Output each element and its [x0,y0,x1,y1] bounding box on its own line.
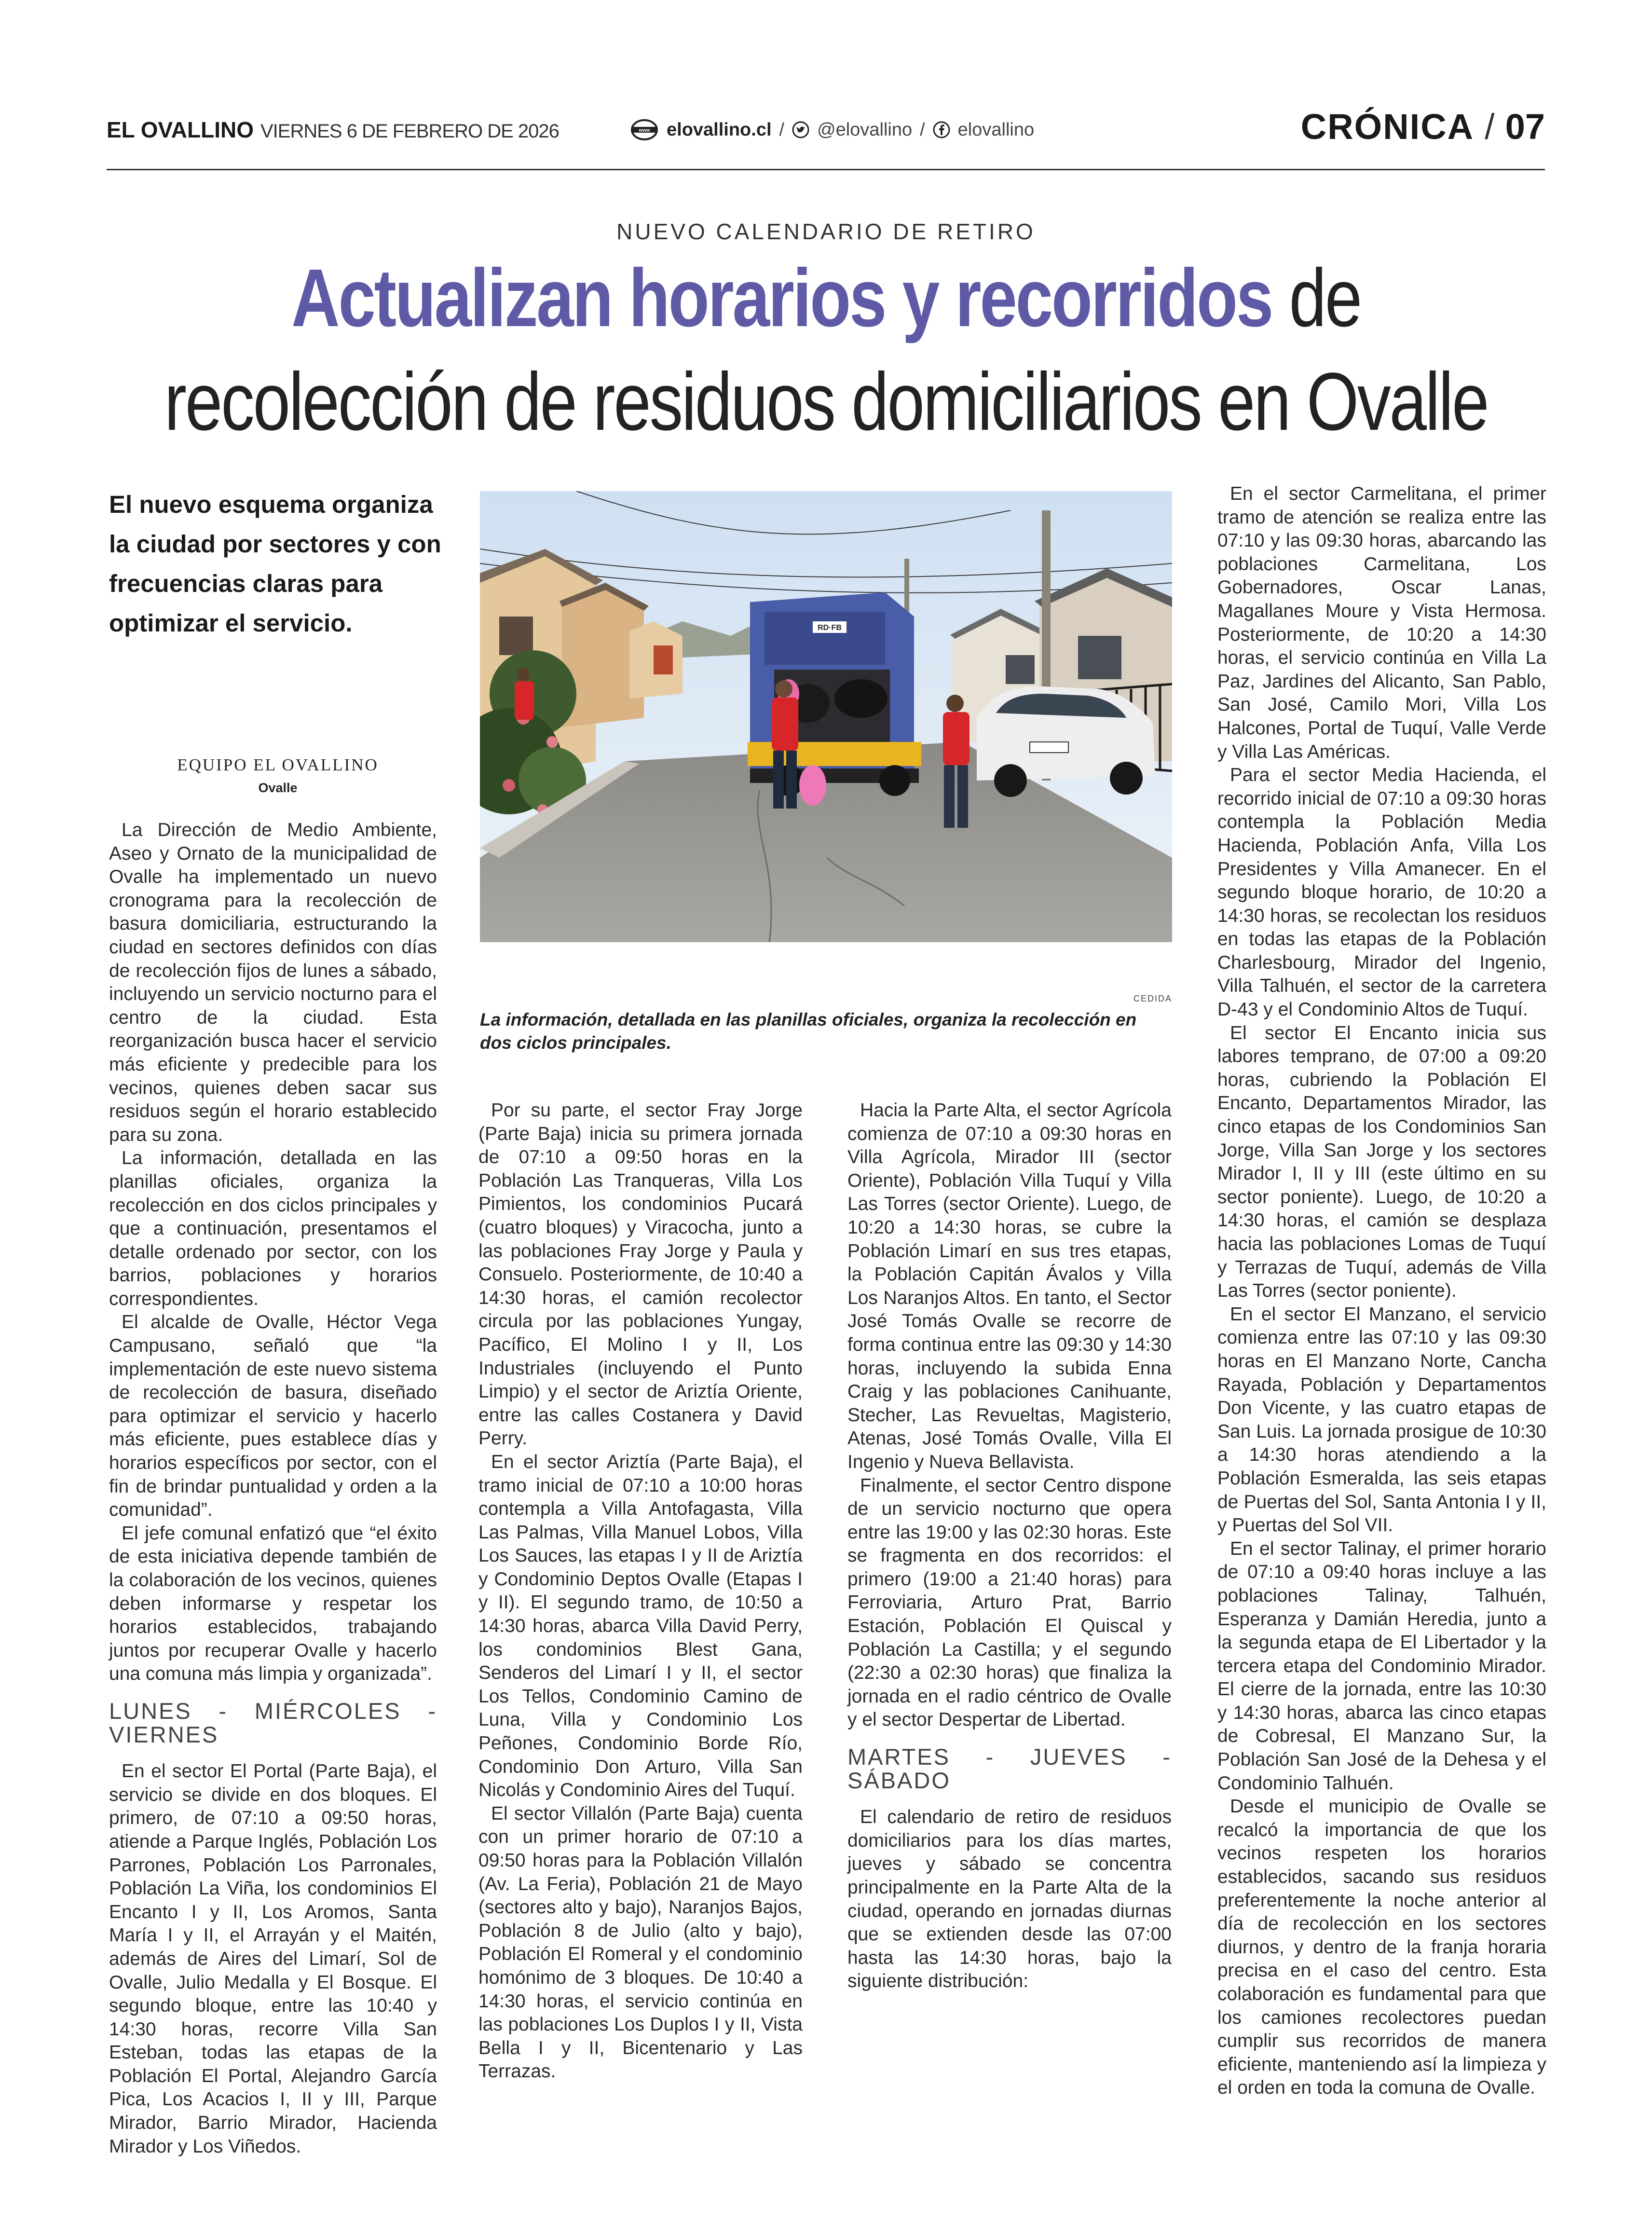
headline-highlight: Actualizan horarios y recorridos [291,252,1272,344]
subhead-tue-thu-sat: MARTES - JUEVES - SÁBADO [847,1744,1172,1793]
paragraph: Desde el municipio de Ovalle se recalcó la importancia de que los vecinos respeten los horarios establecidos, sacando sus residuos preferentemente la noche anterior al día de recolección en los sectores diurnos, y dentro de la franja horaria precisa en el caso del centro. Esta colaboración es fundamental para que los camiones recolectores puedan cumplir sus recorridos de manera eficiente, manteniendo así la limpieza y el orden en toda la comuna de Ovalle. [1217,1796,1546,2099]
paragraph: En el sector Ariztía (Parte Baja), el tramo inicial de 07:10 a 10:00 horas contempla a Villa Antofagasta, Villa Las Palmas, Villa Manuel Lobos, Villa Los Sauces, las etapas I y II de Ariztía y Condominio Deptos Ovalle (Etapas I y II). El segundo tramo, de 10:50 a 14:30 horas, abarca Villa David Perry, los condominios Blest Gana, Senderos del Limarí I y II, el sector Los Tellos, Condominio Camino de Luna, Villa y Condominio Los Peñones, Condominio Borde Río, Condominio Don Arturo, Villa San Nicolás y Condominio Aires del Tuquí. [478,1451,803,1801]
twitter-handle[interactable]: @elovallino [817,119,913,140]
separator: / [920,119,925,140]
paragraph: El sector Villalón (Parte Baja) cuenta con un primer horario de 07:10 a 09:50 horas para la Población Villalón (Av. La Feria), Población 21 de Mayo (sectores alto y bajo), Naranjos Bajos, Población 8 de Julio (alto y bajo), Población El Romeral y el condominio homónimo de 3 bloques. De 10:40 a 14:30 horas, el servicio continúa en las poblaciones Los Duplos I y II, Vista Bella I y II, Bicentenario y Las Terrazas. [478,1803,803,2082]
paragraph: La información, detallada en las planillas oficiales, organiza la recolección en dos ciclos principales y que a continuación, presentamos el detalle ordenado por sector, con los barrios, poblaciones y horarios correspondientes. [109,1148,437,1309]
headline-line-1 [149,251,1503,345]
page-number: 07 [1505,107,1545,147]
paragraph: Por su parte, el sector Fray Jorge (Parte Baja) inicia su primera jornada de 07:10 a 09:50 horas en la Población Las Tranqueras, Villa Los Pimientos, los condominios Pucará (cuatro bloques) y Viracocha, junto a las poblaciones Fray Jorge y Paula y Consuelo. Posteriormente, de 10:40 a 14:30 horas, el camión recolector circula por las poblaciones Yungay, Pacífico, El Molino I y II, Los Industriales (incluyendo el Punto Limpio) y el sector de Ariztía Oriente, entre las calles Costanera y David Perry. [478,1100,803,1449]
issue-date: VIERNES 6 DE FEBRERO DE 2026 [260,121,559,142]
subhead-weekdays: LUNES - MIÉRCOLES - VIERNES [109,1698,437,1747]
lead-paragraph: El nuevo esquema organiza la ciudad por sectores y con frecuencias claras para optimizar el servicio. [109,491,441,637]
facebook-icon [933,121,950,138]
photo-credit: CEDIDA [1133,994,1172,1003]
article-column-2 [478,1099,803,2084]
separator: / [779,119,785,140]
separator: / [1485,107,1495,147]
paragraph: El jefe comunal enfatizó que “el éxito de esta iniciativa depende también de la colaboración de los vecinos, quienes deben informarse y respetar los horarios establecidos, trabajando juntos por recuperar Ovalle y hacerlo una comuna más limpia y organizada”. [109,1522,437,1685]
masthead [107,117,559,143]
section-name: CRÓNICA [1300,107,1475,147]
paragraph: En el sector El Portal (Parte Baja), el servicio se divide en dos bloques. El primero, de 07:10 a 09:50 horas, atiende a Parque Inglés, Población Los Parrones, Población Los Parronales, Población La Viña, los condominios El Encanto I y II, Los Aromos, Santa María I y II, el Arrayán y el Maitén, además de Aires del Limarí, Sol de Ovalle, Julio Medalla y El Bosque. El segundo bloque, entre las 10:40 y 14:30 horas, recorre Villa San Esteban, todas las etapas de la Población El Portal, Alejandro García Pica, Los Acacios I, II y III, Parque Mirador, Barrio Mirador, Hacienda Mirador y Los Viñedos. [109,1761,437,2157]
byline [109,755,447,796]
paragraph: En el sector Talinay, el primer horario de 07:10 a 09:40 horas incluye a las poblaciones Talinay, Talhuén, Esperanza y Damián Heredia, junto a la segunda etapa de El Libertador y la tercera etapa del Condominio Mirador. El cierre de la jornada, entre las 10:30 y 14:30 horas, abarca las cinco etapas de Cobresal, El Manzano Sur, la Población San José de la Dehesa y el Condominio Talhuén. [1217,1538,1546,1794]
newspaper-name: EL OVALLINO [107,117,254,142]
www-icon [630,119,659,141]
article-column-3 [847,1099,1172,1993]
header-rule [107,169,1545,170]
paragraph: El alcalde de Ovalle, Héctor Vega Campusano, señaló que “la implementación de este nuevo sistema de recolección de basura, diseñado para optimizar el servicio y hacerlo más eficiente, pues establece días y horarios específicos por sector, con el fin de brindar puntualidad y orden a la comunidad”. [109,1312,437,1521]
website-link[interactable]: elovallino.cl [667,119,772,140]
article-photo [480,491,1172,942]
headline-line-2: recolección de residuos domiciliarios en Ovalle [164,356,1488,448]
kicker: NUEVO CALENDARIO DE RETIRO [616,219,1036,244]
headline-rest: de [1289,252,1361,344]
page-header [107,107,1545,168]
social-links [630,119,1034,141]
twitter-icon [792,121,809,138]
paragraph: Para el sector Media Hacienda, el recorrido inicial de 07:10 a 09:30 horas contempla la Población Media Hacienda, Población Anfa, Villa Los Presidentes y Villa Amanecer. En el segundo bloque horario, de 10:20 a 14:30 horas, se recolectan los residuos en todas las etapas de la Población Charlesbourg, Mirador del Ingenio, Villa Talhuén, el sector de la carretera D-43 y el Condominio Altos de Tuquí. [1217,765,1546,1020]
section-label [1301,106,1545,147]
paragraph: En el sector Carmelitana, el primer tramo de atención se realiza entre las 07:10 y las 09:30 horas, abarcando las poblaciones Carmelitana, Los Gobernadores, Oscar Lanas, Magallanes Moure y Vista Hermosa. Posteriormente, de 10:20 a 14:30 horas, el servicio continúa en Villa La Paz, Jardines del Alicanto, San Pablo, San José, Camilo Mori, Villa Los Halcones, Portal de Tuquí, Valle Verde y Villa Las Américas. [1217,483,1546,762]
paragraph: Hacia la Parte Alta, el sector Agrícola comienza de 07:10 a 09:30 horas en Villa Agrícola, Mirador III (sector Oriente), Población Villa Tuquí y Villa Las Torres (sector Oriente). Luego, de 10:20 a 14:30 horas, se cubre la Población Limarí en sus tres etapas, la Población Capitán Ávalos y Villa Los Naranjos Altos. En tanto, el Sector José Tomás Ovalle se recorre de forma continua entre las 09:30 y 14:30 horas, incluyendo la subida Enna Craig y las poblaciones Canihuante, Stecher, Las Revueltas, Magisterio, Atenas, José Tomás Ovalle, Villa El Ingenio y Nueva Bellavista. [847,1100,1172,1472]
facebook-handle[interactable]: elovallino [957,119,1035,140]
photo-caption: La información, detallada en las planillas oficiales, organiza la recolección en dos ciclos principales. [480,1010,1137,1053]
article-column-4 [1217,482,1546,2100]
paragraph: La Dirección de Medio Ambiente, Aseo y Ornato de la municipalidad de Ovalle ha implementado un nuevo cronograma para la recolección de basura domiciliaria, estructurando la ciudad en sectores definidos con días de recolección fijos de lunes a sábado, incluyendo un servicio nocturno para el centro de la ciudad. Esta reorganización busca hacer el servicio más eficiente y predecible para los vecinos, quienes deben sacar sus residuos según el horario establecido para su zona. [109,820,437,1145]
svg-text:www: www [639,128,650,133]
paragraph: El sector El Encanto inicia sus labores temprano, de 07:00 a 09:20 horas, cubriendo la Población El Encanto, Departamentos Mirador, las cinco etapas de los Condominios San Jorge, Villa San Jorge y los sectores Mirador I, II y III (este último en su sector poniente). Luego, de 10:20 a 14:30 horas, el camión se desplaza hacia las poblaciones Lomas de Tuquí y Terrazas de Tuquí, además de Villa Las Torres (sector poniente). [1217,1022,1546,1302]
truck-plate: RD·FB [818,624,842,632]
paragraph: Finalmente, el sector Centro dispone de un servicio nocturno que opera entre las 19:00 y las 02:30 horas. Este se fragmenta en dos recorridos: el primero (19:00 a 21:40 horas) para Ferroviaria, Arturo Prat, Barrio Estación, Población El Quiscal y Población La Castilla; y el segundo (22:30 a 02:30 horas) que finaliza la jornada en el radio céntrico de Ovalle y el sector Despertar de Libertad. [847,1475,1172,1730]
author: EQUIPO EL OVALLINO [177,755,379,774]
paragraph: En el sector El Manzano, el servicio comienza entre las 07:10 y las 09:30 horas en El Manzano Norte, Cancha Rayada, Población y Departamentos Don Vicente, y las cuatro etapas de San Luis. La jornada prosigue de 10:30 a 14:30 horas atendiendo a la Población Esmeralda, las seis etapas de Puertas del Sol, Santa Antonia I y II, y Puertas del Sol VII. [1217,1303,1546,1536]
article-column-1 [109,819,437,2158]
location: Ovalle [258,781,298,795]
paragraph: El calendario de retiro de residuos domiciliarios para los días martes, jueves y sábado se concentra principalmente en la Parte Alta de la ciudad, operando en jornadas diurnas que se extienden desde las 07:00 hasta las 14:30 horas, bajo la siguiente distribución: [847,1807,1172,1992]
